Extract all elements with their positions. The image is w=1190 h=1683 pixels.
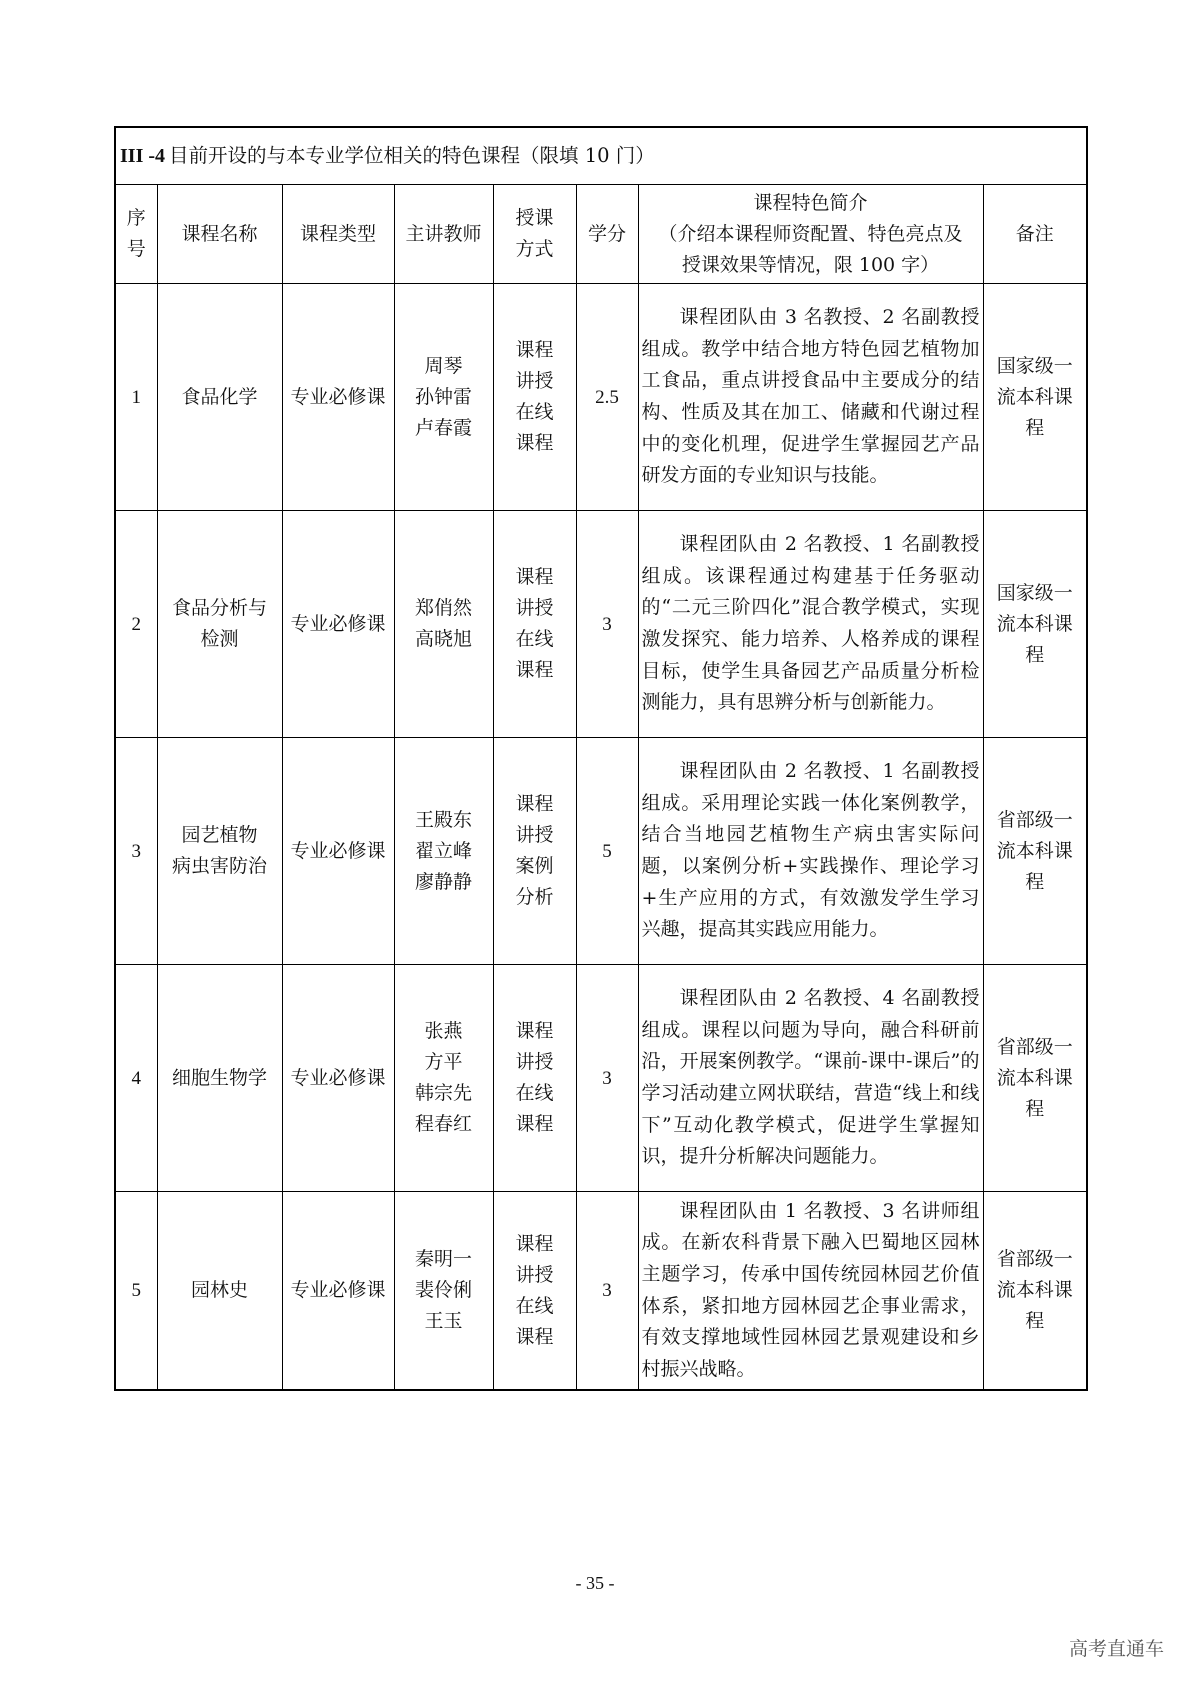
course-type: 专业必修课 <box>282 738 394 965</box>
course-description: 课程团队由 2 名教授、4 名副教授组成。课程以问题为导向，融合科研前沿，开展案例教学。“课前-课中-课后”的学习活动建立网状联结，营造“线上和线下”互动化教学模式，促进学生掌握知识，提升分析解决问题能力。 <box>638 965 983 1192</box>
note: 省部级一 流本科课 程 <box>983 965 1087 1192</box>
course-description: 课程团队由 1 名教授、3 名讲师组成。在新农科背景下融入巴蜀地区园林主题学习，传承中国传统园林园艺价值体系，紧扣地方园林园艺企事业需求，有效支撑地域性园林园艺景观建设和乡村振兴战略。 <box>638 1192 983 1391</box>
table-row <box>115 284 1087 511</box>
teaching-method: 课程 讲授 在线 课程 <box>493 1192 576 1391</box>
credit: 2.5 <box>576 284 638 511</box>
table-row <box>115 965 1087 1192</box>
row-index: 3 <box>115 738 157 965</box>
note: 省部级一 流本科课 程 <box>983 1192 1087 1391</box>
credit: 3 <box>576 511 638 738</box>
course-type: 专业必修课 <box>282 965 394 1192</box>
row-index: 2 <box>115 511 157 738</box>
course-name: 食品分析与 检测 <box>157 511 282 738</box>
credit: 3 <box>576 965 638 1192</box>
header-course-type: 课程类型 <box>282 185 394 284</box>
header-credit: 学分 <box>576 185 638 284</box>
note: 国家级一 流本科课 程 <box>983 511 1087 738</box>
course-name: 园林史 <box>157 1192 282 1391</box>
header-index: 序 号 <box>115 185 157 284</box>
course-description: 课程团队由 3 名教授、2 名副教授组成。教学中结合地方特色园艺植物加工食品，重点讲授食品中主要成分的结构、性质及其在加工、储藏和代谢过程中的变化机理，促进学生掌握园艺产品研发方面的专业知识与技能。 <box>638 284 983 511</box>
teaching-method: 课程 讲授 案例 分析 <box>493 738 576 965</box>
table-row <box>115 738 1087 965</box>
course-name: 细胞生物学 <box>157 965 282 1192</box>
header-row <box>115 185 1087 284</box>
section-title-cell <box>115 127 1087 185</box>
teachers: 郑俏然 高晓旭 <box>394 511 493 738</box>
note: 省部级一 流本科课 程 <box>983 738 1087 965</box>
credit: 3 <box>576 1192 638 1391</box>
course-description: 课程团队由 2 名教授、1 名副教授组成。该课程通过构建基于任务驱动的“二元三阶四化”混合教学模式，实现激发探究、能力培养、人格养成的课程目标，使学生具备园艺产品质量分析检测能力，具有思辨分析与创新能力。 <box>638 511 983 738</box>
row-index: 1 <box>115 284 157 511</box>
course-type: 专业必修课 <box>282 511 394 738</box>
teaching-method: 课程 讲授 在线 课程 <box>493 284 576 511</box>
header-teacher: 主讲教师 <box>394 185 493 284</box>
header-note: 备注 <box>983 185 1087 284</box>
header-method: 授课 方式 <box>493 185 576 284</box>
course-name: 食品化学 <box>157 284 282 511</box>
header-description: 课程特色简介 （介绍本课程师资配置、特色亮点及 授课效果等情况，限 100 字） <box>638 185 983 284</box>
course-name: 园艺植物 病虫害防治 <box>157 738 282 965</box>
course-type: 专业必修课 <box>282 1192 394 1391</box>
teaching-method: 课程 讲授 在线 课程 <box>493 965 576 1192</box>
teachers: 秦明一 裴伶俐 王玉 <box>394 1192 493 1391</box>
page-number: - 35 - <box>575 1573 615 1593</box>
credit: 5 <box>576 738 638 965</box>
teachers: 张燕 方平 韩宗先 程春红 <box>394 965 493 1192</box>
course-type: 专业必修课 <box>282 284 394 511</box>
table-row <box>115 511 1087 738</box>
section-label: III -4 <box>120 145 166 167</box>
row-index: 4 <box>115 965 157 1192</box>
course-table <box>114 126 1088 1391</box>
teachers: 王殿东 翟立峰 廖静静 <box>394 738 493 965</box>
header-course-name: 课程名称 <box>157 185 282 284</box>
teaching-method: 课程 讲授 在线 课程 <box>493 511 576 738</box>
note: 国家级一 流本科课 程 <box>983 284 1087 511</box>
table-row <box>115 1192 1087 1391</box>
teachers: 周琴 孙钟雷 卢春霞 <box>394 284 493 511</box>
row-index: 5 <box>115 1192 157 1391</box>
course-description: 课程团队由 2 名教授、1 名副教授组成。采用理论实践一体化案例教学，结合当地园艺植物生产病虫害实际问题，以案例分析+实践操作、理论学习+生产应用的方式，有效激发学生学习兴趣，提高其实践应用能力。 <box>638 738 983 965</box>
section-title: 目前开设的与本专业学位相关的特色课程（限填 10 门） <box>169 144 655 167</box>
watermark-text: 高考直通车 <box>1068 1638 1164 1660</box>
